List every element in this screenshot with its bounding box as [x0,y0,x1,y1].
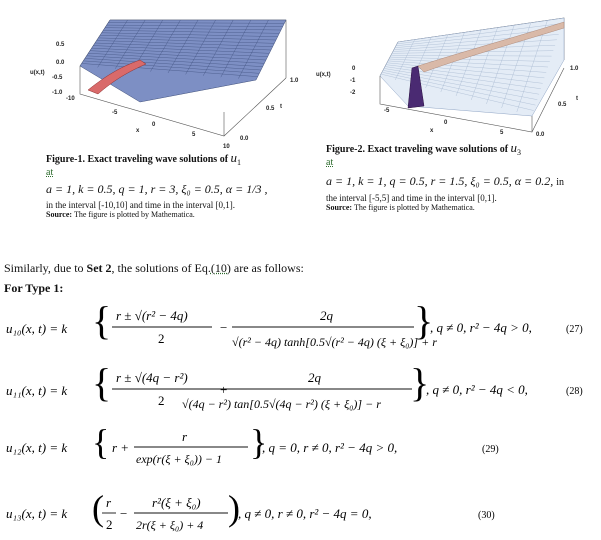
figure1-z-tick: -1.0 [52,90,63,96]
equation-lhs: u₁₃(x, t) = k [6,506,68,521]
figure2-plot [312,8,597,138]
equation-condition: , q ≠ 0, r² − 4q > 0, [430,320,532,335]
figure2-at: at [326,157,334,168]
figure1-x-tick: -10 [66,96,75,102]
figure2-t-tick: 0.0 [536,132,545,138]
figure1-t-tick: 0.0 [240,136,249,142]
figure1-at: at [46,167,54,178]
brace-left: ( [92,488,104,528]
operator: − [120,506,128,521]
fraction-numerator: r ± √(r² − 4q) [116,308,188,323]
figure1-z-tick: 0.0 [56,60,65,66]
equation-condition: , q ≠ 0, r ≠ 0, r² − 4q = 0, [238,506,372,521]
figure1-surface [80,20,286,102]
equation-lhs: u₁₂(x, t) = k [6,440,68,455]
figure1-x-label: x [136,128,140,134]
figure1-plot [28,8,318,150]
fraction-denominator: 2 [158,393,165,408]
equation-lhs: u₁₁(x, t) = k [6,383,68,398]
fraction-numerator: r²(ξ + ξ₀) [152,495,201,510]
fraction-numerator: 2q [308,370,321,385]
equation-28 [6,360,583,411]
equation-30 [6,488,495,532]
equation-number: (30) [478,510,495,521]
figure1-x-tick: 5 [192,132,196,138]
equations [0,296,601,540]
brace-right: } [414,298,434,343]
type-heading: For Type 1: [4,281,64,295]
figure2-z-tick: 0 [352,66,356,72]
figure1-z-tick: 0.5 [56,42,65,48]
figure1-z-label: u(x,t) [30,70,45,76]
fraction-denominator: 2 [106,517,113,532]
fraction-denominator: √(r² − 4q) tanh[0.5√(r² − 4q) (ξ + ξ₀)] + r [232,335,437,349]
figure1-source: Source: The figure is plotted by Mathematica. [46,210,195,219]
equation-lhs: u₁₀(x, t) = k [6,321,68,336]
brace-left: { [92,360,112,405]
figure2-x-tick: 5 [500,130,504,136]
operator: − [220,320,228,335]
figure1-t-tick: 0.5 [266,106,275,112]
figure1-x-tick: -5 [112,110,118,116]
figure1-x-tick: 0 [152,122,156,128]
figure1-x-tick: 10 [223,144,230,150]
fraction-denominator: 2 [158,331,165,346]
equation-condition: , q = 0, r ≠ 0, r² − 4q > 0, [262,440,398,455]
figure1-t-tick: 1.0 [290,78,299,84]
fraction-numerator: r ± √(4q − r²) [116,370,188,385]
equation-27 [6,298,583,349]
figure2-z-tick: -2 [350,90,356,96]
fraction-numerator: 2q [320,308,333,323]
figure1-z-tick: -0.5 [52,75,63,81]
operator: + [220,382,228,397]
expression-prefix: r + [112,440,130,455]
figure1-title: Figure-1. Exact traveling wave solutions of $u_1$ [46,150,242,167]
figure2-z-label: u(x,t) [316,72,331,78]
brace-right: ) [228,488,240,528]
fraction-denominator: √(4q − r²) tan[0.5√(4q − r²) (ξ + ξ₀)] − r [182,397,381,411]
brace-left: { [92,298,112,343]
fraction-numerator: r [182,429,188,444]
figure2-x-label: x [430,128,434,134]
equation-29 [6,422,499,466]
fraction-denominator: 2r(ξ + ξ₀) + 4 [136,518,204,532]
figure1-t-label: t [280,104,282,110]
figure2-interval: the interval [-5,5] and time in the interval [0,1]. [326,193,497,203]
fraction-numerator: r [106,495,112,510]
equation-condition: , q ≠ 0, r² − 4q < 0, [426,382,528,397]
intro-paragraph: Similarly, due to Set 2, the solutions of Eq.(10) are as follows: [4,261,304,275]
figure2-t-tick: 0.5 [558,102,567,108]
figure1-interval: in the interval [-10,10] and time in the interval [0,1]. [46,200,235,210]
figure2-title: Figure-2. Exact traveling wave solutions of $u_3$ [326,140,522,157]
figure2-z-tick: -1 [350,78,356,84]
fraction-denominator: exp(r(ξ + ξ₀)) − 1 [136,452,222,466]
equation-number: (29) [482,444,499,455]
equation-number: (28) [566,386,583,397]
figure1-caption [46,150,316,219]
brace-right: } [250,422,268,462]
brace-left: { [92,422,110,462]
figure2-params: a = 1, k = 1, q = 0.5, r = 1.5, ξ₀ = 0.5, α = 0.2, in [326,174,564,188]
figure2-x-tick: 0 [444,120,448,126]
figure1-params: a = 1, k = 0.5, q = 1, r = 3, ξ₀ = 0.5, α = 1/3 , [46,182,268,196]
brace-right: } [410,360,430,405]
figure2-source: Source: The figure is plotted by Mathematica. [326,203,475,212]
figure2-t-label: t [576,96,578,102]
figure2-t-tick: 1.0 [570,66,579,72]
equation-number: (27) [566,324,583,335]
figure2-x-tick: -5 [384,108,390,114]
figure2-caption [326,140,598,212]
